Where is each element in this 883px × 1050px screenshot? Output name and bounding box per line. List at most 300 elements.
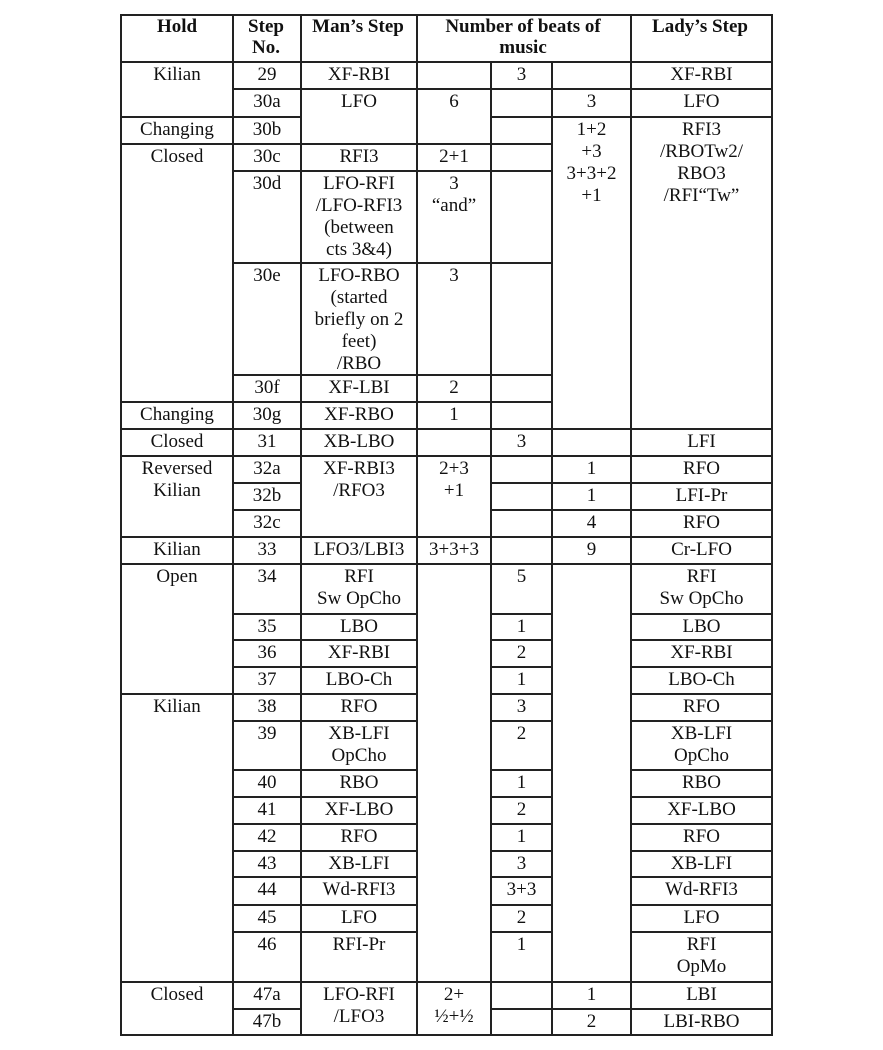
mans-step-cell: LFO: [341, 91, 377, 112]
grid-line: [771, 61, 773, 90]
grid-line: [300, 61, 418, 63]
grid-line: [630, 981, 773, 983]
grid-line: [490, 666, 553, 668]
header-step-no: Step No.: [248, 16, 284, 58]
grid-line: [771, 769, 773, 798]
grid-line: [120, 428, 234, 430]
grid-line: [771, 693, 773, 722]
beats-both-cell: 2: [516, 907, 527, 928]
grid-line: [630, 720, 773, 722]
grid-line: [771, 536, 773, 565]
grid-line: [416, 61, 492, 63]
grid-line: [490, 720, 553, 722]
grid-line: [232, 401, 302, 403]
grid-line: [551, 88, 632, 90]
mans-step-cell: XF-RBI3 /RFO3: [323, 458, 395, 501]
step-number-cell: 45: [257, 907, 277, 928]
grid-line: [232, 428, 302, 430]
step-number-cell: 30e: [253, 265, 281, 286]
grid-line: [551, 116, 632, 118]
mans-step-cell: XF-RBO: [324, 404, 394, 425]
grid-line: [630, 666, 773, 668]
mans-step-cell: LBO: [340, 616, 378, 637]
mans-step-cell: XF-RBI: [327, 64, 391, 85]
grid-line: [120, 981, 234, 983]
grid-line: [232, 374, 302, 376]
grid-line: [416, 374, 492, 376]
grid-line: [232, 143, 302, 145]
grid-line: [490, 401, 553, 403]
grid-line: [490, 823, 553, 825]
grid-line: [120, 116, 234, 118]
hold-cell: Open: [156, 566, 198, 587]
grid-line: [232, 693, 302, 695]
grid-line: [416, 536, 492, 538]
mans-step-cell: XB-LFI: [328, 853, 390, 874]
hold-cell: Changing: [140, 119, 214, 140]
grid-line: [771, 666, 773, 695]
grid-line: [490, 981, 492, 1010]
ladys-step-cell: XB-LFI: [670, 853, 733, 874]
hold-cell: Closed: [150, 146, 204, 167]
ladys-step-cell: XF-LBO: [667, 799, 736, 820]
grid-line: [551, 536, 632, 538]
ladys-step-cell: XF-RBI: [670, 64, 733, 85]
grid-line: [300, 374, 418, 376]
header-mans-step: Man’s Step: [312, 16, 404, 37]
grid-line: [120, 143, 234, 145]
grid-line: [120, 455, 234, 457]
grid-line: [490, 693, 553, 695]
mans-step-cell: XF-LBI: [328, 377, 390, 398]
beats-lady-cell: 1: [586, 984, 597, 1005]
grid-line: [771, 482, 773, 511]
beats-man-cell: 2+ ½+½: [434, 984, 474, 1027]
grid-line: [232, 613, 302, 615]
grid-line: [771, 14, 773, 63]
ladys-step-cell: LFO: [683, 91, 720, 112]
grid-line: [490, 61, 553, 63]
grid-line: [300, 796, 418, 798]
grid-line: [416, 262, 492, 264]
grid-line: [232, 1008, 302, 1010]
beats-man-cell: 6: [449, 91, 459, 112]
hold-cell: Changing: [140, 404, 214, 425]
grid-line: [551, 428, 553, 457]
grid-line: [630, 931, 773, 933]
grid-line: [490, 262, 492, 376]
step-number-cell: 34: [257, 566, 277, 587]
grid-line: [490, 509, 553, 511]
hold-cell: Kilian: [153, 64, 201, 85]
beats-both-cell: 1: [516, 772, 527, 793]
grid-line: [416, 401, 492, 403]
grid-line: [232, 455, 302, 457]
grid-line: [490, 482, 553, 484]
ladys-step-cell: LBI: [686, 984, 717, 1005]
ladys-step-cell: RFO: [683, 512, 720, 533]
grid-line: [120, 14, 773, 16]
grid-line: [300, 850, 418, 852]
grid-line: [771, 850, 773, 878]
grid-line: [630, 14, 632, 63]
grid-line: [416, 428, 492, 430]
grid-line: [300, 88, 418, 90]
mans-step-cell: RFO: [340, 826, 378, 847]
beats-both-cell: 5: [516, 566, 527, 587]
grid-line: [300, 1034, 418, 1036]
grid-line: [232, 509, 302, 511]
grid-line: [490, 509, 492, 538]
mans-step-cell: LFO: [341, 907, 377, 928]
grid-line: [490, 639, 553, 641]
grid-line: [416, 563, 492, 565]
step-number-cell: 47a: [253, 984, 281, 1005]
grid-line: [300, 876, 418, 878]
grid-line: [300, 823, 418, 825]
grid-line: [232, 796, 302, 798]
step-number-cell: 31: [257, 431, 277, 452]
beats-lady-cell: 1: [586, 458, 597, 479]
grid-line: [416, 1034, 492, 1036]
hold-cell: Reversed Kilian: [141, 458, 213, 501]
grid-line: [232, 262, 302, 264]
step-number-cell: 32b: [252, 485, 282, 506]
beats-both-cell: 3: [516, 853, 527, 874]
ladys-step-cell: RFO: [683, 826, 720, 847]
grid-line: [232, 88, 302, 90]
ladys-step-cell: LBO: [682, 616, 721, 637]
grid-line: [300, 613, 418, 615]
step-number-cell: 42: [257, 826, 277, 847]
grid-line: [300, 981, 418, 983]
grid-line: [630, 509, 773, 511]
beats-man-cell: 3: [449, 265, 459, 286]
grid-line: [490, 904, 553, 906]
grid-line: [771, 796, 773, 825]
grid-line: [490, 401, 492, 430]
grid-line: [490, 796, 553, 798]
grid-line: [300, 931, 418, 933]
grid-line: [490, 262, 553, 264]
grid-line: [416, 88, 492, 90]
grid-line: [490, 1008, 492, 1036]
grid-line: [630, 1008, 773, 1010]
step-number-cell: 39: [257, 723, 277, 744]
grid-line: [490, 981, 553, 983]
ladys-step-cell: RFO: [683, 696, 720, 717]
mans-step-cell: LFO-RFI /LFO3: [323, 984, 395, 1027]
grid-line: [300, 262, 418, 264]
grid-line: [551, 1008, 632, 1010]
beats-lady-cell: 9: [586, 539, 597, 560]
step-number-cell: 29: [257, 64, 277, 85]
grid-line: [232, 1034, 302, 1036]
grid-line: [232, 981, 302, 983]
grid-line: [551, 509, 632, 511]
beats-both-cell: 3+3: [506, 879, 537, 900]
beats-man-cell: 1: [449, 404, 459, 425]
ladys-step-cell: LBO-Ch: [668, 669, 735, 690]
grid-line: [490, 88, 553, 90]
grid-line: [630, 693, 773, 695]
grid-line: [232, 904, 302, 906]
beats-lady-cell: 1+2 +3 3+3+2 +1: [566, 119, 617, 206]
mans-step-cell: XB-LBO: [323, 431, 395, 452]
grid-line: [120, 693, 234, 695]
grid-line: [232, 720, 302, 722]
grid-line: [551, 428, 632, 430]
grid-line: [771, 455, 773, 484]
step-number-cell: 30c: [253, 146, 281, 167]
mans-step-cell: RFI-Pr: [332, 934, 386, 955]
ladys-step-cell: RFI Sw OpCho: [659, 566, 744, 609]
grid-line: [630, 876, 773, 878]
grid-line: [771, 876, 773, 906]
grid-line: [232, 666, 302, 668]
beats-lady-cell: 4: [586, 512, 597, 533]
beats-lady-cell: 3: [586, 91, 597, 112]
beats-both-cell: 1: [516, 669, 527, 690]
grid-line: [771, 981, 773, 1010]
ladys-step-cell: XB-LFI OpCho: [670, 723, 733, 766]
step-number-cell: 38: [257, 696, 277, 717]
grid-line: [551, 563, 553, 983]
mans-step-cell: LFO-RFI /LFO-RFI3 (between cts 3&4): [315, 173, 403, 260]
grid-line: [630, 536, 773, 538]
mans-step-cell: LFO3/LBI3: [313, 539, 405, 560]
grid-line: [300, 401, 418, 403]
grid-line: [630, 769, 773, 771]
step-number-cell: 30f: [254, 377, 280, 398]
grid-line: [490, 1008, 553, 1010]
grid-line: [416, 455, 492, 457]
grid-line: [630, 823, 773, 825]
grid-line: [490, 88, 492, 118]
grid-line: [630, 116, 773, 118]
grid-line: [490, 374, 553, 376]
grid-line: [771, 720, 773, 771]
beats-lady-cell: 2: [586, 1011, 597, 1032]
grid-line: [490, 143, 492, 172]
grid-line: [771, 563, 773, 615]
grid-line: [630, 613, 773, 615]
step-number-cell: 37: [257, 669, 277, 690]
grid-line: [771, 88, 773, 118]
grid-line: [771, 509, 773, 538]
grid-line: [490, 116, 492, 145]
grid-line: [551, 482, 632, 484]
grid-line: [490, 876, 553, 878]
grid-line: [630, 455, 773, 457]
grid-line: [771, 904, 773, 933]
step-number-cell: 32c: [253, 512, 281, 533]
step-number-cell: 35: [257, 616, 277, 637]
grid-line: [630, 1034, 773, 1036]
mans-step-cell: XB-LFI OpCho: [328, 723, 390, 766]
grid-line: [232, 769, 302, 771]
grid-line: [771, 428, 773, 457]
grid-line: [490, 563, 553, 565]
grid-line: [490, 455, 492, 484]
grid-line: [120, 143, 122, 403]
grid-line: [551, 981, 632, 983]
step-number-cell: 33: [257, 539, 277, 560]
header-hold: Hold: [156, 16, 198, 37]
grid-line: [232, 482, 302, 484]
mans-step-cell: RFI Sw OpCho: [317, 566, 401, 609]
grid-line: [300, 904, 418, 906]
grid-line: [300, 693, 418, 695]
step-number-cell: 47b: [252, 1011, 282, 1032]
step-number-cell: 30b: [252, 119, 282, 140]
beats-man-cell: 2: [449, 377, 459, 398]
grid-line: [232, 876, 302, 878]
grid-line: [630, 428, 773, 430]
grid-line: [490, 613, 553, 615]
beats-both-cell: 2: [516, 723, 527, 744]
beats-both-cell: 3: [516, 696, 527, 717]
hold-cell: Closed: [150, 984, 204, 1005]
grid-line: [416, 14, 418, 63]
step-number-cell: 43: [257, 853, 277, 874]
ladys-step-cell: LBI-RBO: [663, 1011, 740, 1032]
grid-line: [490, 455, 553, 457]
grid-line: [630, 563, 773, 565]
grid-line: [232, 639, 302, 641]
grid-line: [300, 170, 418, 172]
grid-line: [232, 931, 302, 933]
grid-line: [300, 639, 418, 641]
grid-line: [416, 143, 492, 145]
grid-line: [416, 563, 418, 983]
grid-line: [771, 823, 773, 852]
grid-line: [232, 850, 302, 852]
grid-line: [490, 1034, 553, 1036]
mans-step-cell: XF-RBI: [327, 642, 391, 663]
grid-line: [300, 14, 302, 63]
grid-line: [490, 536, 553, 538]
mans-step-cell: RBO: [339, 772, 379, 793]
step-number-cell: 41: [257, 799, 277, 820]
ladys-step-cell: RFO: [683, 458, 720, 479]
grid-line: [120, 14, 122, 63]
grid-line: [232, 116, 302, 118]
step-number-cell: 46: [257, 934, 277, 955]
grid-line: [232, 563, 302, 565]
grid-line: [771, 1008, 773, 1036]
grid-line: [416, 170, 492, 172]
grid-line: [232, 536, 302, 538]
grid-line: [490, 170, 553, 172]
grid-line: [490, 428, 553, 430]
step-number-cell: 32a: [253, 458, 281, 479]
grid-line: [300, 536, 418, 538]
hold-cell: Kilian: [153, 539, 201, 560]
grid-line: [551, 455, 632, 457]
mans-step-cell: RFI3: [339, 146, 379, 167]
grid-line: [630, 639, 773, 641]
beats-both-cell: 2: [516, 799, 527, 820]
grid-line: [771, 116, 773, 430]
grid-line: [120, 61, 234, 63]
ladys-step-cell: LFI-Pr: [675, 485, 728, 506]
ladys-step-cell: XF-RBI: [670, 642, 733, 663]
grid-line: [630, 61, 773, 63]
grid-line: [120, 693, 122, 983]
grid-line: [630, 88, 773, 90]
grid-line: [416, 428, 418, 457]
grid-line: [232, 61, 302, 63]
grid-line: [232, 170, 302, 172]
grid-line: [120, 401, 234, 403]
grid-line: [490, 850, 553, 852]
mans-step-cell: LFO-RBO (started briefly on 2 feet) /RBO: [314, 265, 404, 374]
grid-line: [771, 613, 773, 641]
ladys-step-cell: Cr-LFO: [671, 539, 732, 560]
grid-line: [630, 796, 773, 798]
grid-line: [300, 720, 418, 722]
grid-line: [490, 931, 553, 933]
grid-line: [630, 850, 773, 852]
grid-line: [490, 769, 553, 771]
mans-step-cell: Wd-RFI3: [322, 879, 396, 900]
ladys-step-cell: RFI3 /RBOTw2/ RBO3 /RFI“Tw”: [659, 119, 744, 206]
beats-both-cell: 1: [516, 826, 527, 847]
step-number-cell: 30g: [252, 404, 282, 425]
ladys-step-cell: LFO: [683, 907, 720, 928]
step-number-cell: 40: [257, 772, 277, 793]
grid-line: [120, 1034, 234, 1036]
beats-both-cell: 3: [516, 431, 527, 452]
grid-line: [300, 666, 418, 668]
header-ladys-step: Lady’s Step: [652, 16, 748, 37]
header-beats: Number of beats of music: [445, 16, 601, 58]
mans-step-cell: LBO-Ch: [325, 669, 393, 690]
ladys-step-cell: RBO: [681, 772, 722, 793]
grid-line: [551, 61, 632, 63]
grid-line: [771, 931, 773, 983]
grid-line: [551, 61, 553, 90]
grid-line: [416, 61, 418, 90]
grid-line: [300, 143, 418, 145]
step-number-cell: 30a: [253, 91, 281, 112]
grid-line: [490, 482, 492, 511]
hold-cell: Kilian: [153, 696, 201, 717]
grid-line: [490, 536, 492, 565]
beats-both-cell: 1: [516, 616, 527, 637]
grid-line: [490, 374, 492, 403]
step-number-cell: 30d: [252, 173, 282, 194]
hold-cell: Closed: [150, 431, 204, 452]
step-number-cell: 44: [257, 879, 277, 900]
beats-man-cell: 2+1: [439, 146, 469, 167]
grid-line: [300, 428, 418, 430]
grid-line: [232, 14, 234, 63]
grid-line: [630, 482, 773, 484]
beats-both-cell: 2: [516, 642, 527, 663]
grid-line: [416, 981, 492, 983]
beats-man-cell: 3 “and”: [431, 173, 477, 216]
grid-line: [300, 769, 418, 771]
grid-line: [630, 904, 773, 906]
grid-line: [300, 455, 418, 457]
grid-line: [490, 143, 553, 145]
ladys-step-cell: Wd-RFI3: [665, 879, 738, 900]
grid-line: [551, 1034, 632, 1036]
grid-line: [120, 536, 234, 538]
mans-step-cell: XF-LBO: [324, 799, 394, 820]
